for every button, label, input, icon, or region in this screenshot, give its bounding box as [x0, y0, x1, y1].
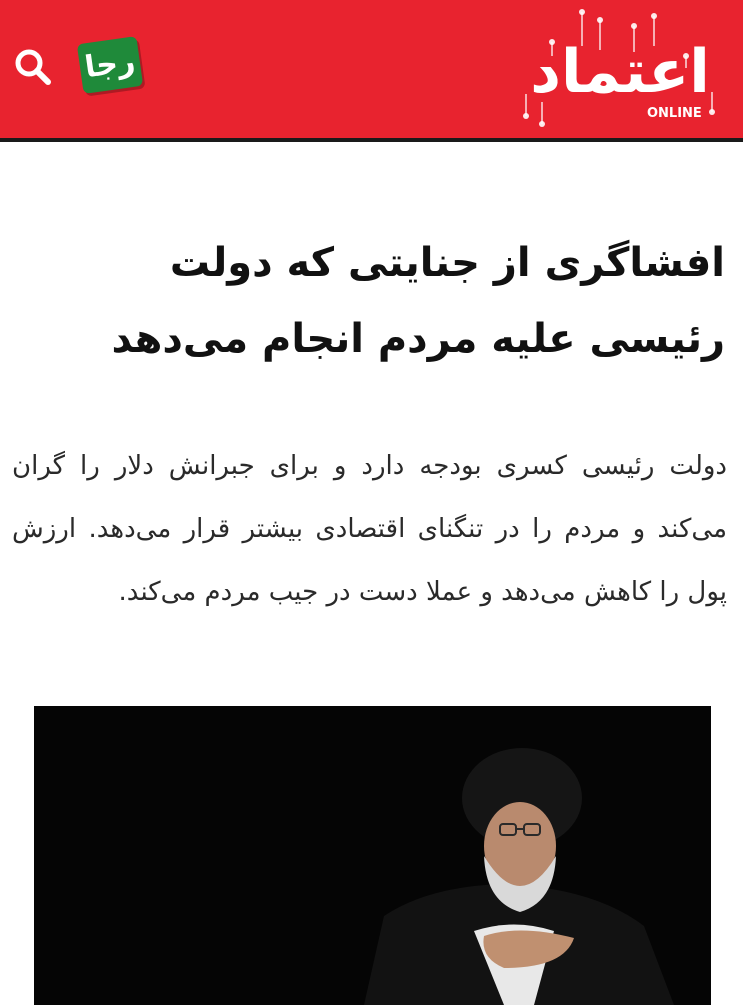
search-icon [10, 44, 56, 90]
raja-logo[interactable] [80, 40, 140, 90]
site-logo[interactable] [512, 6, 734, 134]
site-header [0, 0, 743, 138]
article-headline: افشاگری از جنایتی که دولت رئیسی علیه مردم انجام می‌دهد [111, 240, 725, 362]
header-divider [0, 138, 743, 142]
article-photo [34, 706, 711, 1005]
site-logo-text: اعتماد [530, 37, 710, 107]
site-logo-online: ONLINE [647, 106, 702, 121]
search-button[interactable] [10, 44, 56, 90]
raja-logo-text: رجا [82, 43, 138, 86]
article-lead: دولت رئیسی کسری بودجه دارد و برای جبرانش دلار را گران می‌کند و مردم را در تنگنای اقتصادی بیشتر قرار می‌دهد. ارزش پول را کاهش می‌دهد و عملا دست در جیب مردم می‌کند. [12, 451, 727, 607]
portrait-figure [34, 706, 711, 1005]
